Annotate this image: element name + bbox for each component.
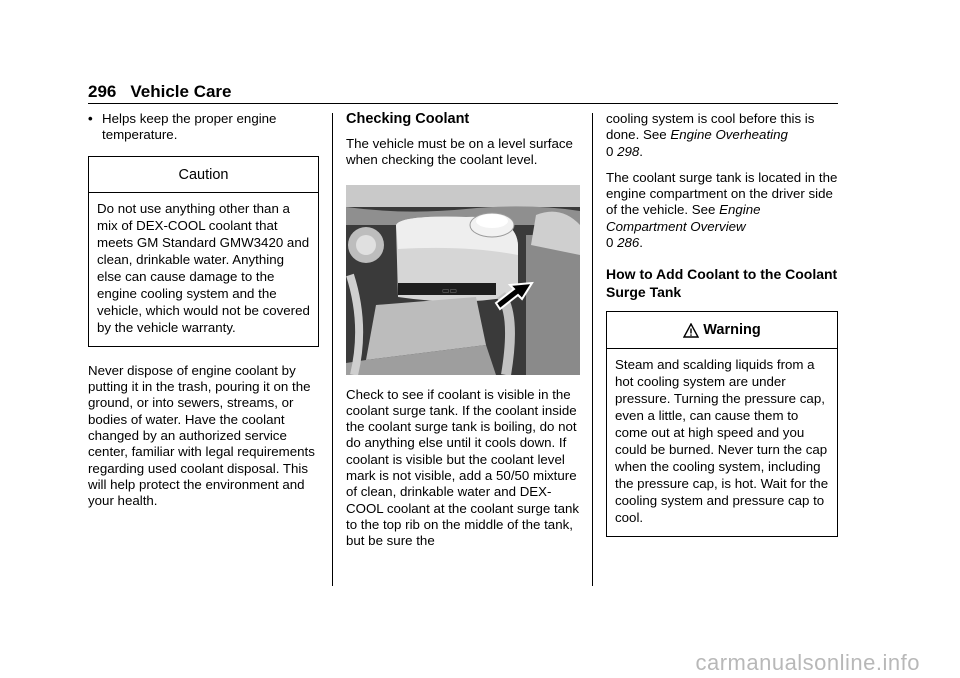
overheating-text: cooling system is cool before this is done. See <box>606 111 815 143</box>
page-number: 296 <box>88 82 117 101</box>
intro-paragraph: The vehicle must be on a level surface when checking the coolant level. <box>346 136 573 168</box>
caution-body: Do not use anything other than a mix of DEX-COOL coolant that meets GM Standard GMW3420 and clean, drinkable water. Anything else can cause damage to the engine cooling system and the vehicle, which would not be covered by the vehicle warranty. <box>97 200 310 335</box>
location-text: The coolant surge tank is located in the engine compartment on the driver side of the vehicle. See <box>606 169 838 218</box>
check-paragraph: Check to see if coolant is visible in the coolant surge tank. If the coolant inside the coolant surge tank is boiling, do not do anything else until it cools down. If coolant is visible but the coolant level mark is not visible, add a 50/50 mixture of clean, drinkable water and DEX-COOL coolant at the coolant surge tank to the top rib on the middle of the tank, but be sure the <box>346 386 580 549</box>
header-rule <box>88 103 838 104</box>
bullet-item <box>88 111 319 144</box>
engine-compartment-photo <box>346 185 580 375</box>
warning-body: Steam and scalding liquids from a hot cooling system are under pressure. Turning the pressure cap, even a little, can cause them to come out at high speed and you could be burned. Never turn the cap when the cooling system, including the pressure cap, is hot. Wait for the cooling system and pressure cap to cool. <box>615 356 829 525</box>
caution-title: Caution <box>89 157 318 193</box>
engine-overheating-page[interactable]: 298 <box>617 143 640 159</box>
add-coolant-heading: How to Add Coolant to the Coolant Surge Tank <box>606 266 838 301</box>
warning-icon <box>683 323 699 339</box>
page-header <box>88 82 232 102</box>
watermark: carmanualsonline.info <box>695 650 920 675</box>
column-divider-2 <box>592 113 593 586</box>
column-3 <box>606 111 838 537</box>
engine-compartment-page[interactable]: 286 <box>617 235 640 251</box>
bullet-dot: • <box>88 111 93 126</box>
column-divider-1 <box>332 113 333 586</box>
warning-title: Warning <box>703 322 761 339</box>
section-title: Vehicle Care <box>130 82 232 101</box>
warning-header <box>607 312 837 348</box>
engine-compartment-link[interactable]: Engine Compartment Overview <box>606 202 761 234</box>
page-ref-symbol: 0 <box>606 143 614 159</box>
location-paragraph: The coolant surge tank is located in the engine compartment on the driver side of the vehicle. See Engine Compartment Overview 0 286. <box>606 169 838 251</box>
warning-box <box>606 311 838 536</box>
disposal-paragraph: Never dispose of engine coolant by putting it in the trash, pouring it on the ground, or into sewers, streams, or bodies of water. Have the coolant changed by an authorized service center, familiar with legal requirements regarding used coolant disposal. This will help protect the environment and your health. <box>88 362 315 509</box>
overheating-paragraph: cooling system is cool before this is done. See Engine Overheating 0 298. <box>606 111 815 159</box>
checking-coolant-heading: Checking Coolant <box>346 111 470 127</box>
engine-overheating-link[interactable]: Engine Overheating <box>670 127 788 143</box>
bullet-text: Helps keep the proper engine temperature. <box>102 111 277 143</box>
coolant-tank-illustration <box>346 185 580 375</box>
svg-text:▭▭: ▭▭ <box>442 285 458 295</box>
column-2 <box>346 110 580 560</box>
caution-box <box>88 156 319 347</box>
column-1 <box>88 111 319 520</box>
page-ref-symbol-2: 0 <box>606 235 614 251</box>
